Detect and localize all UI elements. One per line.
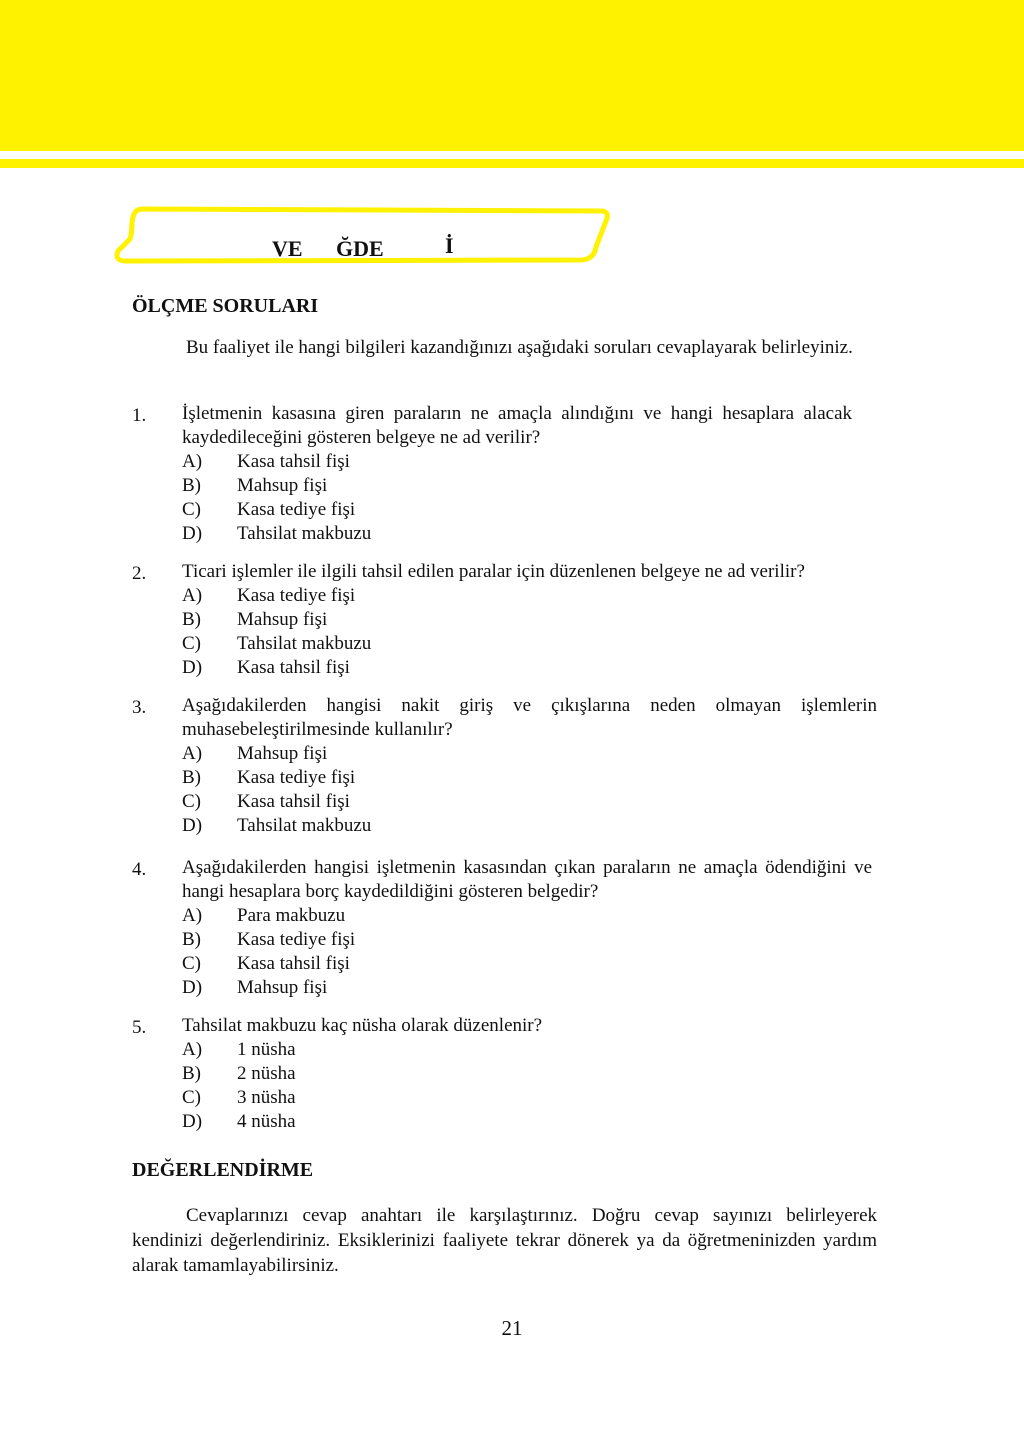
option-b [182, 608, 877, 632]
question-number: 5. [132, 1017, 147, 1038]
option-c [182, 632, 877, 656]
question-text: Aşağıdakilerden hangisi işletmenin kasasından çıkan paraların ne amaçla ödendiğini ve hangi hesaplara borç kaydedildiğini gösteren belgedir? [182, 857, 872, 902]
question-4 [132, 856, 877, 1000]
option-letter: C) [182, 633, 201, 654]
option-text: Kasa tediye fişi [237, 499, 356, 520]
option-letter: B) [182, 1063, 201, 1084]
question-2 [132, 560, 877, 680]
option-a [182, 450, 877, 474]
option-text: 3 nüsha [237, 1087, 296, 1108]
option-text: Mahsup fişi [237, 743, 328, 764]
option-text: Kasa tahsil fişi [237, 791, 350, 812]
option-text: Tahsilat makbuzu [237, 633, 372, 654]
option-text: 1 nüsha [237, 1039, 296, 1060]
option-c [182, 1086, 877, 1110]
question-number: 1. [132, 405, 147, 426]
banner-text-3: İ [445, 233, 454, 258]
option-text: Kasa tahsil fişi [237, 657, 350, 678]
option-a [182, 742, 877, 766]
option-a [182, 584, 877, 608]
evaluation-heading: DEĞERLENDİRME [132, 1159, 314, 1181]
question-number: 4. [132, 859, 147, 880]
option-text: Mahsup fişi [237, 475, 328, 496]
option-text: 2 nüsha [237, 1063, 296, 1084]
question-text: İşletmenin kasasına giren paraların ne amaçla alındığını ve hangi hesaplara alacak kaydedileceğini gösteren belgeye ne ad verilir? [182, 403, 852, 448]
option-text: Tahsilat makbuzu [237, 523, 372, 544]
measurement-intro-text: Bu faaliyet ile hangi bilgileri kazandığınızı aşağıdaki soruları cevaplayarak belirleyiniz. [186, 337, 853, 358]
option-text: Tahsilat makbuzu [237, 815, 372, 836]
option-b [182, 928, 877, 952]
option-letter: A) [182, 585, 203, 606]
option-text: Mahsup fişi [237, 977, 328, 998]
option-d [182, 814, 877, 838]
evaluation-text-body: Cevaplarınızı cevap anahtarı ile karşılaştırınız. Doğru cevap sayınızı belirleyerek kendinizi değerlendiriniz. Eksiklerinizi faaliyete tekrar dönerek ya da öğretmeninizden yardım alarak tamamlayabilirsiniz. [132, 1205, 877, 1276]
question-number: 3. [132, 697, 147, 718]
question-text: Ticari işlemler ile ilgili tahsil edilen paralar için düzenlenen belgeye ne ad verilir? [182, 561, 805, 582]
option-d [182, 522, 877, 546]
option-c [182, 952, 877, 976]
option-letter: C) [182, 499, 201, 520]
option-c [182, 790, 877, 814]
section-banner [112, 205, 612, 267]
option-d [182, 976, 877, 1000]
option-d [182, 1110, 877, 1134]
option-letter: A) [182, 743, 203, 764]
option-letter: D) [182, 1111, 203, 1132]
option-letter: D) [182, 815, 203, 836]
option-text: Kasa tahsil fişi [237, 953, 350, 974]
option-a [182, 1038, 877, 1062]
banner-text-1: VE [272, 236, 303, 261]
option-letter: C) [182, 1087, 201, 1108]
option-letter: B) [182, 609, 201, 630]
option-letter: A) [182, 451, 203, 472]
banner-text-2: ĞDE [336, 236, 384, 261]
measurement-intro [132, 333, 875, 362]
option-letter: D) [182, 977, 203, 998]
question-3 [132, 694, 877, 838]
option-text: Para makbuzu [237, 905, 346, 926]
option-b [182, 1062, 877, 1086]
option-text: Kasa tediye fişi [237, 767, 356, 788]
option-text: Kasa tahsil fişi [237, 451, 350, 472]
option-text: Kasa tediye fişi [237, 929, 356, 950]
option-b [182, 766, 877, 790]
option-letter: A) [182, 1039, 203, 1060]
header-yellow-band [0, 0, 1024, 151]
option-letter: C) [182, 791, 201, 812]
option-letter: A) [182, 905, 203, 926]
question-1 [132, 402, 877, 546]
option-text: Kasa tediye fişi [237, 585, 356, 606]
option-b [182, 474, 877, 498]
option-d [182, 656, 877, 680]
option-a [182, 904, 877, 928]
option-text: Mahsup fişi [237, 609, 328, 630]
header-yellow-stripe [0, 159, 1024, 168]
option-letter: B) [182, 929, 201, 950]
question-number: 2. [132, 563, 147, 584]
option-letter: B) [182, 475, 201, 496]
question-text: Tahsilat makbuzu kaç nüsha olarak düzenlenir? [182, 1015, 543, 1036]
option-letter: B) [182, 767, 201, 788]
option-text: 4 nüsha [237, 1111, 296, 1132]
question-5 [132, 1014, 877, 1134]
question-text: Aşağıdakilerden hangisi nakit giriş ve çıkışlarına neden olmayan işlemlerin muhasebeleştirilmesinde kullanılır? [182, 695, 877, 740]
option-letter: C) [182, 953, 201, 974]
evaluation-text [132, 1203, 877, 1278]
option-letter: D) [182, 523, 203, 544]
measurement-heading: ÖLÇME SORULARI [132, 295, 319, 317]
option-c [182, 498, 877, 522]
page-number: 21 [501, 1316, 523, 1340]
option-letter: D) [182, 657, 203, 678]
